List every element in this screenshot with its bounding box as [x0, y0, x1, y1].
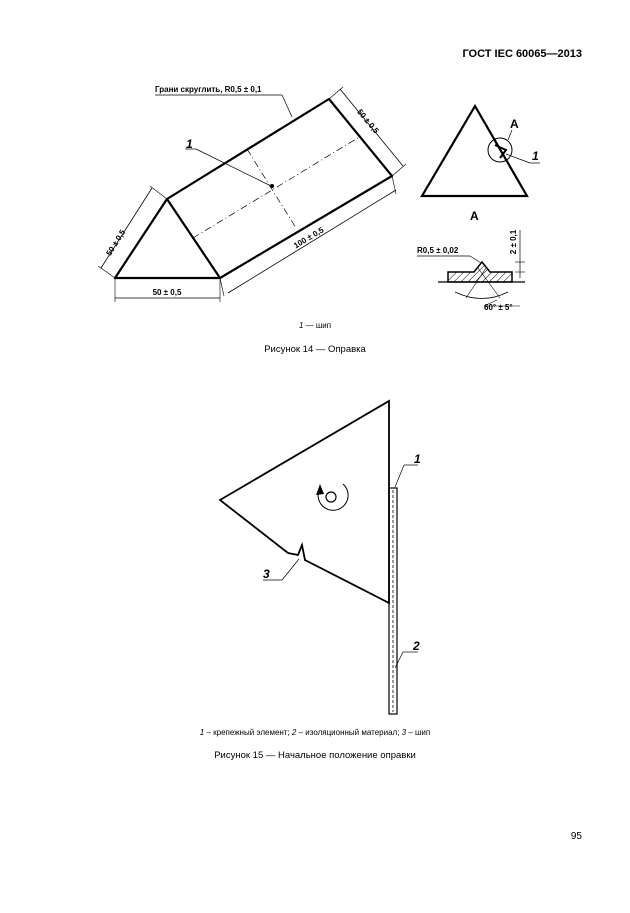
- fig14-title: Рисунок 14 — Оправка: [264, 344, 366, 355]
- fig14-legend-num: 1: [298, 321, 304, 330]
- fig15-legend-num-1: 1: [199, 728, 205, 737]
- rotation-center: [326, 492, 336, 502]
- fig15-legend-text-2: – изоляционный материал;: [296, 728, 402, 737]
- mandrel-triangle: [220, 401, 389, 603]
- fig15-legend-num-3: 3: [401, 728, 407, 737]
- fig15-legend-text-1: – крепежный элемент;: [204, 728, 292, 737]
- callout-1: 1: [186, 137, 193, 151]
- prism-end-triangle: [115, 199, 220, 278]
- rotation-arrowhead: [316, 484, 324, 495]
- edge-note: Грани скруглить, R0,5 ± 0,1: [155, 85, 262, 94]
- section-hatch: [448, 262, 512, 282]
- page-number: 95: [570, 831, 582, 842]
- fig15-legend: [0, 728, 630, 737]
- detail-callout-a: A: [510, 117, 519, 131]
- dim-length: 100 ± 0,5: [292, 225, 326, 251]
- rotation-arrow: [318, 484, 348, 510]
- fig15-legend-num-2: 2: [291, 728, 297, 737]
- detail-callout-1: 1: [532, 149, 539, 163]
- fig15-callout-1: 1: [414, 452, 421, 466]
- detail-radius: R0,5 ± 0,02: [417, 246, 459, 255]
- detail-height: 2 ± 0,1: [509, 229, 518, 255]
- fig15-legend-text-3: – шип: [406, 728, 431, 737]
- dim-base: 50 ± 0,5: [152, 288, 182, 297]
- fig15-callout-2: 2: [413, 639, 420, 653]
- fig14-legend: [0, 321, 630, 330]
- dim-side-left: 50 ± 0,5: [104, 228, 128, 258]
- spike-dot: [270, 184, 274, 188]
- fig14-legend-text: — шип: [303, 321, 332, 330]
- page-header: ГОСТ IEC 60065—2013: [462, 48, 582, 60]
- dim-top: 50 ± 0,5: [355, 107, 381, 136]
- fig15-title: Рисунок 15 — Начальное положение оправки: [214, 750, 416, 761]
- detail-view-label: А: [470, 209, 479, 223]
- detail-angle: 60° ± 5°: [484, 303, 513, 312]
- fig15-callout-3: 3: [263, 567, 270, 581]
